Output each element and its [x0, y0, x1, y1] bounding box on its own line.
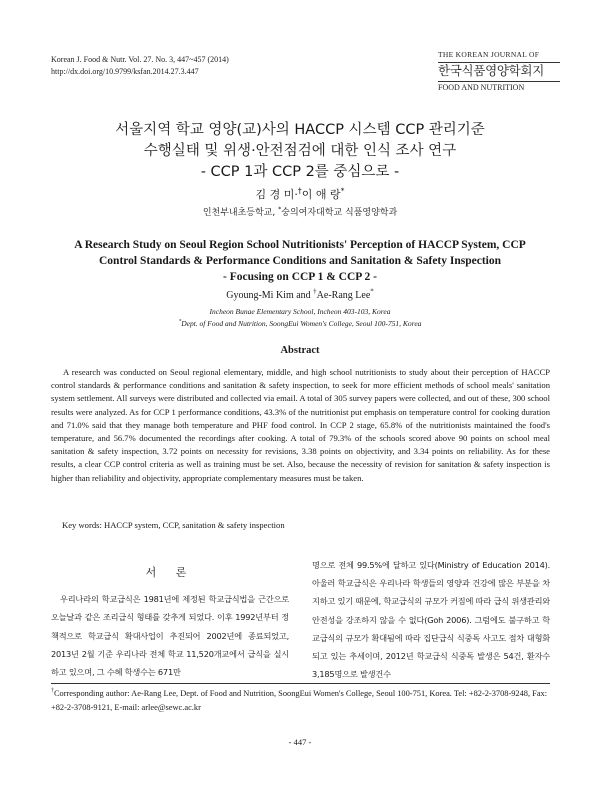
keywords: Key words: HACCP system, CCP, sanitation & safety inspection — [62, 520, 285, 530]
journal-subtitle: FOOD AND NUTRITION — [438, 83, 525, 92]
dagger-mark: † — [297, 186, 302, 196]
author-name: 이 애 랑 — [301, 188, 341, 201]
author-name: Ae-Rang Lee — [316, 290, 371, 301]
footnote — [51, 687, 550, 715]
dagger-mark: † — [313, 287, 317, 296]
star-mark: * — [340, 186, 345, 196]
footnote-divider — [51, 683, 550, 684]
dagger-mark: † — [51, 688, 54, 695]
body-paragraph: 우리나라의 학교급식은 1981년에 제정된 학교급식법을 근간으로 오늘날과 같은 조리급식 형태를 갖추게 되었다. 이후 1992년부터 정책적으로 학교급식 확대사업이 추진되어 2002년에 종료되었고, 2013년 2월 기준 우리나라 전체 학교 11,520개교에서 급식을 실시하고 있으며, 그 수혜 학생수는 671만 — [51, 594, 289, 678]
affiliation-line: Incheon Bunae Elementary School, Incheon 403-103, Korea — [209, 307, 391, 316]
authors-korean: 김 경 미·†이 애 랑* — [255, 186, 345, 201]
authors-english — [0, 287, 600, 301]
doi-link[interactable]: http://dx.doi.org/10.9799/ksfan.2014.27.3.447 — [51, 67, 199, 76]
title-kr-subtitle: - CCP 1과 CCP 2를 중심으로 - — [200, 164, 400, 180]
section-heading: 서 론 — [145, 566, 195, 579]
abstract-body: A research was conducted on Seoul regional elementary, middle, and high school nutritionists to study about their perception of HACCP control standards & performance conditions and sanitation & safety inspection, to seek for more efficient methods of school meals' sanitation system settlement. All surveys were distributed and collected via email. A total of 305 survey papers were collected, and out of these, 300 school results were analyzed. As for CCP 1 performance conditions, 43.3% of the nutritionist put emphasis on temperature control for cooking duration and 71.0% said that they manage both temperature and PHF food control. In CCP 2 stage, 65.8% of the nutritionists maintained the food's temperature, and 56.7% documented the recordings after cooking. A total of 79.3% of the schools scored above 90 points on school meal sanitation & safety inspection, 3.72 points on necessity for revisions, 3.38 points on objectivity, and 3.34 points on reliability. As for these results, a clear CCP control criteria as well as training must be set. Also, because the necessity of revision for sanitation & safety inspection is higher than reliability and objectivity, appropriate complementary measures must be taken. — [51, 367, 550, 483]
journal-logo — [438, 50, 560, 93]
star-mark: * — [370, 287, 374, 296]
affiliation-line: *Dept. of Food and Nutrition, SoongEui Women's College, Seoul 100-751, Korea — [178, 318, 422, 328]
affiliation-text: 인천부내초등학교, — [202, 208, 276, 218]
citation-header — [51, 54, 229, 78]
title-kr-line: 서울지역 학교 영양(교)사의 HACCP 시스템 CCP 관리기준 — [115, 122, 485, 138]
title-english — [40, 237, 560, 285]
title-kr-line: 수행실태 및 위생·안전점검에 대한 인식 조사 연구 — [143, 143, 457, 159]
body-column-right — [312, 556, 550, 683]
title-en-subtitle: - Focusing on CCP 1 & CCP 2 - — [223, 271, 377, 283]
title-en-line: A Research Study on Seoul Region School Nutritionists' Perception of HACCP System, CCP — [74, 239, 526, 251]
author-name: Gyoung-Mi Kim and — [226, 290, 311, 301]
journal-name-kr: 한국식품영양학회지 — [438, 63, 544, 78]
body-column-left — [51, 554, 289, 681]
star-mark: * — [178, 318, 182, 325]
affiliation-korean — [0, 205, 600, 218]
abstract-heading: Abstract — [280, 345, 320, 356]
footnote-text: Corresponding author: Ae-Rang Lee, Dept. of Food and Nutrition, SoongEui Women's College, Seoul 100-751, Korea. Tel: +82-2-3708-9248, Fax: +82-2-3708-9121, E-mail: arlee@sewc.ac.kr — [51, 689, 548, 712]
affiliation-english — [0, 306, 600, 330]
journal-name-en: THE KOREAN JOURNAL OF — [438, 50, 540, 59]
title-en-line: Control Standards & Performance Conditions and Sanitation & Safety Inspection — [99, 255, 501, 267]
citation-line: Korean J. Food & Nutr. Vol. 27. No. 3, 447~457 (2014) — [51, 55, 229, 64]
affiliation-text: 숭의여자대학교 식품영양학과 — [281, 208, 398, 218]
page-number: - 447 - — [288, 737, 312, 747]
body-paragraph: 명으로 전체 99.5%에 달하고 있다(Ministry of Education 2014). 아울러 학교급식은 우리나라 학생들의 영양과 건강에 많은 부분을 차지하고 있기 때문에, 학교급식의 규모가 커짐에 따라 급식 위생관리와 안전성을 강조하지 않을 수 없다(Goh 2006). 그럼에도 불구하고 학교급식의 규모가 확대됨에 따라 집단급식 식중독 사고도 점차 대형화되고 있는 추세이며, 2012년 학교급식 식중독 발생은 54건, 환자수 3,185명으로 발생건수 — [312, 560, 550, 680]
author-name: 김 경 미 — [255, 188, 295, 201]
title-korean — [0, 120, 600, 183]
star-mark: * — [278, 206, 282, 213]
